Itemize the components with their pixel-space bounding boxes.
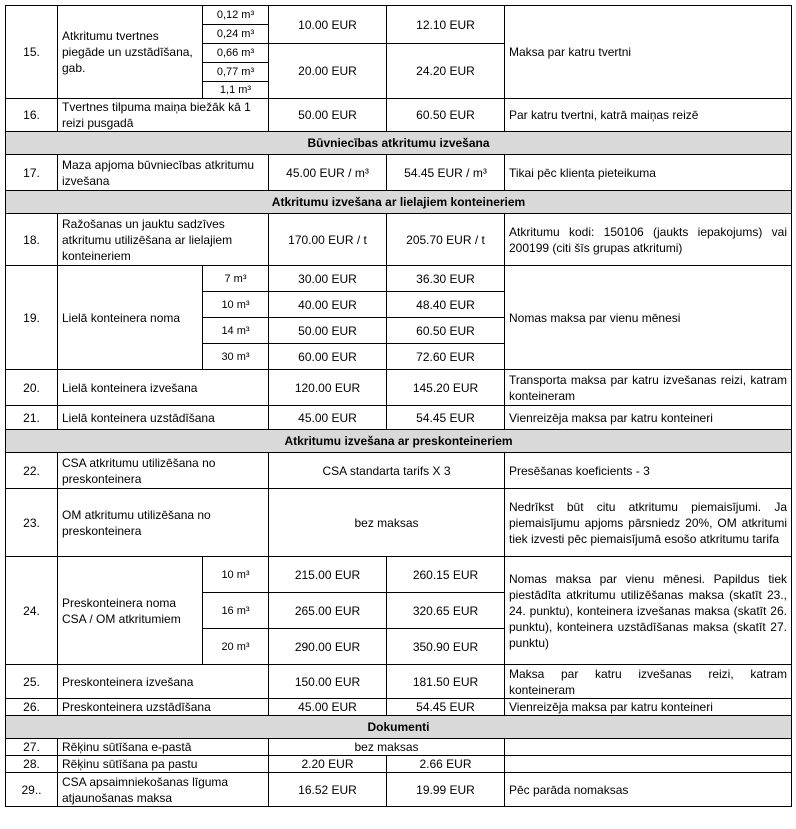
price-cell: bez maksas (269, 489, 505, 557)
service-name: Preskonteinera izvešana (58, 665, 269, 699)
table-row (6, 557, 792, 593)
price-cell: 2.20 EUR (269, 756, 387, 773)
section-heading: Atkritumu izvešana ar preskonteineriem (6, 430, 792, 453)
table-row (6, 99, 792, 132)
size-cell: 0,66 m³ (203, 44, 269, 63)
size-cell: 16 m³ (203, 593, 269, 629)
row-number: 20. (6, 370, 58, 406)
table-row (6, 489, 792, 557)
row-number: 17. (6, 155, 58, 191)
price-vat-cell: 54.45 EUR / m³ (387, 155, 505, 191)
price-table (5, 5, 792, 807)
price-vat-cell: 24.20 EUR (387, 44, 505, 99)
price-cell: CSA standarta tarifs X 3 (269, 453, 505, 489)
note-cell: Maksa par katru izvešanas reizi, katram konteineram (505, 665, 792, 699)
note-cell: Nedrīkst būt citu atkritumu piemaisījumi. Ja piemaisījumu apjoms pārsniedz 20%, OM atkritumi tiek izvesti pēc piemaisījumā esošo atkritumu tarifa (505, 489, 792, 557)
table-row (6, 773, 792, 807)
table-row (6, 756, 792, 773)
section-heading: Dokumenti (6, 716, 792, 739)
note-cell (505, 739, 792, 756)
price-vat-cell: 54.45 EUR (387, 699, 505, 716)
price-cell: 120.00 EUR (269, 370, 387, 406)
price-vat-cell: 60.50 EUR (387, 99, 505, 132)
price-vat-cell: 19.99 EUR (387, 773, 505, 807)
price-cell: 45.00 EUR (269, 406, 387, 430)
size-cell: 10 m³ (203, 292, 269, 318)
price-vat-cell: 320.65 EUR (387, 593, 505, 629)
price-vat-cell: 54.45 EUR (387, 406, 505, 430)
table-row (6, 699, 792, 716)
table-row (6, 214, 792, 266)
row-number: 26. (6, 699, 58, 716)
service-name: Lielā konteinera izvešana (58, 370, 269, 406)
price-vat-cell: 60.50 EUR (387, 318, 505, 344)
size-cell: 0,24 m³ (203, 25, 269, 44)
row-number: 22. (6, 453, 58, 489)
size-cell: 7 m³ (203, 266, 269, 292)
note-cell: Pēc parāda nomaksas (505, 773, 792, 807)
note-cell (505, 756, 792, 773)
price-cell: 265.00 EUR (269, 593, 387, 629)
service-name: Ražošanas un jauktu sadzīves atkritumu utilizēšana ar lielajiem konteineriem (58, 214, 269, 266)
price-cell: 40.00 EUR (269, 292, 387, 318)
note-cell: Nomas maksa par vienu mēnesi. Papildus tiek piestādīta atkritumu utilizēšanas maksa (skatīt 23., 24. punktu), konteinera izvešanas maksa (skatīt 26. punktu), konteinera uzstādīšanas maksa (skatīt 27. punktu) (505, 557, 792, 665)
service-name: Lielā konteinera noma (58, 266, 203, 370)
table-row (6, 406, 792, 430)
size-cell: 10 m³ (203, 557, 269, 593)
price-vat-cell: 2.66 EUR (387, 756, 505, 773)
section-heading: Būvniecības atkritumu izvešana (6, 132, 792, 155)
price-cell: 10.00 EUR (269, 6, 387, 44)
service-name: CSA apsaimniekošanas līguma atjaunošanas maksa (58, 773, 269, 807)
size-cell: 14 m³ (203, 318, 269, 344)
section-heading: Atkritumu izvešana ar lielajiem konteineriem (6, 191, 792, 214)
row-number: 27. (6, 739, 58, 756)
price-cell: bez maksas (269, 739, 505, 756)
service-name: Rēķinu sūtīšana pa pastu (58, 756, 269, 773)
price-vat-cell: 350.90 EUR (387, 629, 505, 665)
price-cell: 50.00 EUR (269, 99, 387, 132)
price-cell: 215.00 EUR (269, 557, 387, 593)
price-vat-cell: 205.70 EUR / t (387, 214, 505, 266)
row-number: 19. (6, 266, 58, 370)
service-name: Maza apjoma būvniecības atkritumu izvešana (58, 155, 269, 191)
service-name: Rēķinu sūtīšana e-pastā (58, 739, 269, 756)
size-cell: 1,1 m³ (203, 82, 269, 99)
note-cell: Vienreizēja maksa par katru konteineri (505, 406, 792, 430)
note-cell: Maksa par katru tvertni (505, 6, 792, 99)
row-number: 24. (6, 557, 58, 665)
row-number: 15. (6, 6, 58, 99)
size-cell: 30 m³ (203, 344, 269, 370)
size-cell: 0,77 m³ (203, 63, 269, 82)
service-name: Tvertnes tilpuma maiņa biežāk kā 1 reizi pusgadā (58, 99, 269, 132)
table-row (6, 453, 792, 489)
service-name: Preskonteinera uzstādīšana (58, 699, 269, 716)
price-cell: 20.00 EUR (269, 44, 387, 99)
row-number: 23. (6, 489, 58, 557)
price-vat-cell: 48.40 EUR (387, 292, 505, 318)
size-cell: 20 m³ (203, 629, 269, 665)
row-number: 18. (6, 214, 58, 266)
price-cell: 60.00 EUR (269, 344, 387, 370)
table-row (6, 266, 792, 292)
table-row (6, 155, 792, 191)
price-vat-cell: 260.15 EUR (387, 557, 505, 593)
row-number: 16. (6, 99, 58, 132)
table-row (6, 739, 792, 756)
price-cell: 45.00 EUR / m³ (269, 155, 387, 191)
price-cell: 16.52 EUR (269, 773, 387, 807)
note-cell: Par katru tvertni, katrā maiņas reizē (505, 99, 792, 132)
note-cell: Presēšanas koeficients - 3 (505, 453, 792, 489)
price-cell: 290.00 EUR (269, 629, 387, 665)
service-name: Atkritumu tvertnes piegāde un uzstādīšana, gab. (58, 6, 203, 99)
price-cell: 50.00 EUR (269, 318, 387, 344)
table-row (6, 6, 792, 25)
price-vat-cell: 36.30 EUR (387, 266, 505, 292)
price-vat-cell: 145.20 EUR (387, 370, 505, 406)
row-number: 21. (6, 406, 58, 430)
size-cell: 0,12 m³ (203, 6, 269, 25)
price-cell: 30.00 EUR (269, 266, 387, 292)
service-name: OM atkritumu utilizēšana no preskonteinera (58, 489, 269, 557)
price-cell: 45.00 EUR (269, 699, 387, 716)
price-vat-cell: 12.10 EUR (387, 6, 505, 44)
note-cell: Vienreizēja maksa par katru konteineri (505, 699, 792, 716)
service-name: Preskonteinera noma CSA / OM atkritumiem (58, 557, 203, 665)
note-cell: Tikai pēc klienta pieteikuma (505, 155, 792, 191)
service-name: Lielā konteinera uzstādīšana (58, 406, 269, 430)
note-cell: Nomas maksa par vienu mēnesi (505, 266, 792, 370)
price-cell: 170.00 EUR / t (269, 214, 387, 266)
service-name: CSA atkritumu utilizēšana no preskonteinera (58, 453, 269, 489)
table-row (6, 665, 792, 699)
price-vat-cell: 72.60 EUR (387, 344, 505, 370)
price-vat-cell: 181.50 EUR (387, 665, 505, 699)
price-cell: 150.00 EUR (269, 665, 387, 699)
note-cell: Atkritumu kodi: 150106 (jaukts iepakojums) vai 200199 (citi šīs grupas atkritumi) (505, 214, 792, 266)
row-number: 25. (6, 665, 58, 699)
table-row (6, 370, 792, 406)
row-number: 28. (6, 756, 58, 773)
note-cell: Transporta maksa par katru izvešanas reizi, katram konteineram (505, 370, 792, 406)
row-number: 29.. (6, 773, 58, 807)
